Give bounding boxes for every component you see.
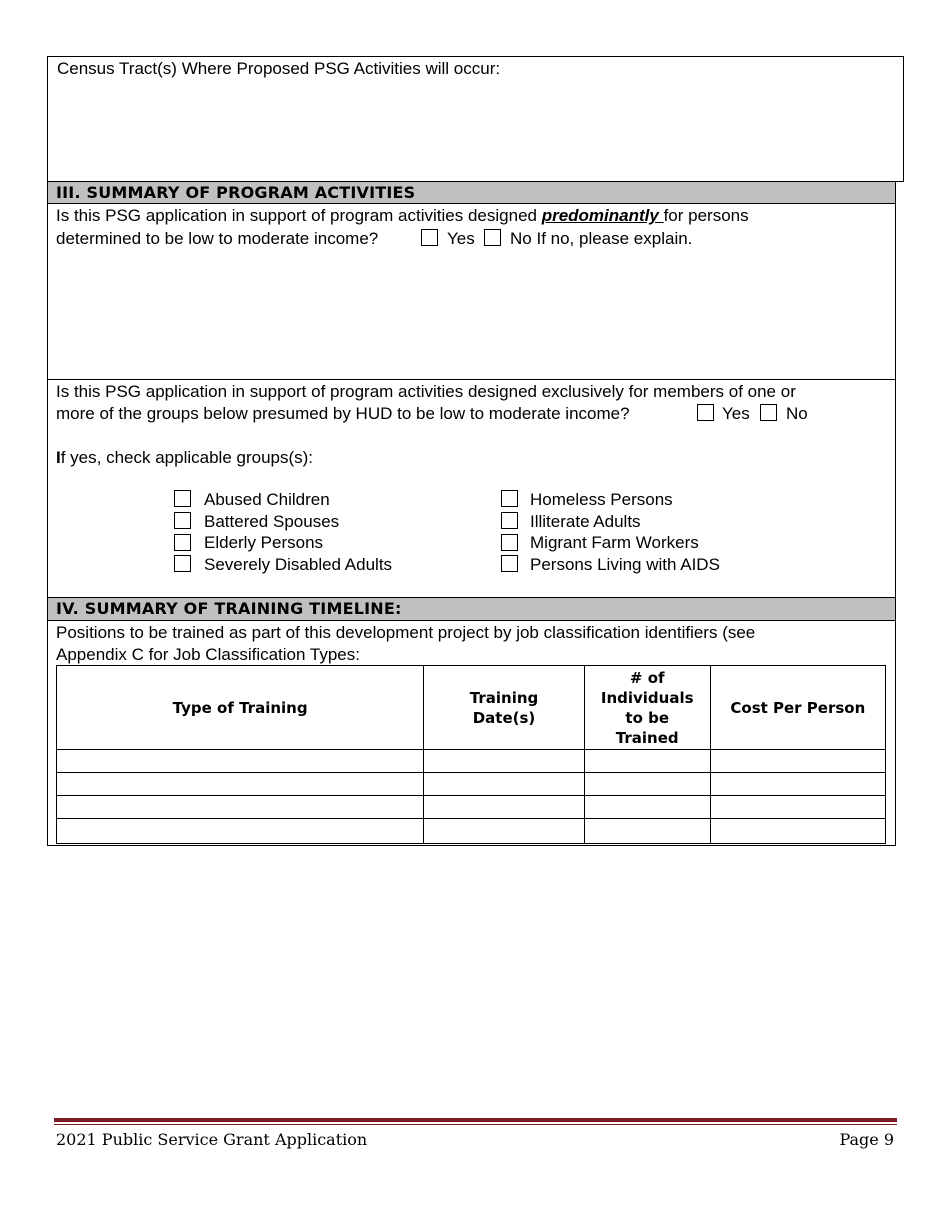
groups-prompt: If yes, check applicable groups(s): — [56, 448, 314, 467]
group-label: Battered Spouses — [204, 512, 340, 531]
table-cell[interactable] — [584, 819, 710, 844]
group-checkbox-elderly-persons[interactable] — [174, 534, 191, 551]
q2-line1: Is this PSG application in support of program activities designed exclusively for members of one or — [56, 382, 796, 401]
training-table — [56, 665, 886, 844]
group-checkbox-persons-living-with-aids[interactable] — [501, 555, 518, 572]
q1-yes-label: Yes — [447, 229, 475, 248]
table-cell[interactable] — [424, 796, 585, 819]
table-cell[interactable] — [710, 819, 885, 844]
group-checkbox-illiterate-adults[interactable] — [501, 512, 518, 529]
group-checkbox-abused-children[interactable] — [174, 490, 191, 507]
table-row — [57, 773, 886, 796]
q2-no-checkbox[interactable] — [760, 404, 777, 421]
q2-line2: more of the groups below presumed by HUD to be low to moderate income? — [56, 404, 630, 423]
footer-title: 2021 Public Service Grant Application — [56, 1130, 368, 1149]
section-4-heading: IV. SUMMARY OF TRAINING TIMELINE: — [47, 597, 896, 621]
table-row — [57, 796, 886, 819]
table-cell[interactable] — [424, 750, 585, 773]
table-cell[interactable] — [584, 773, 710, 796]
table-cell[interactable] — [57, 796, 424, 819]
group-checkbox-migrant-farm-workers[interactable] — [501, 534, 518, 551]
q2-yes-checkbox[interactable] — [697, 404, 714, 421]
q2-no-label: No — [786, 404, 808, 423]
table-cell[interactable] — [584, 750, 710, 773]
footer-rule-thin — [54, 1124, 897, 1125]
group-label: Elderly Persons — [204, 533, 324, 552]
table-cell[interactable] — [57, 819, 424, 844]
section-3-heading: III. SUMMARY OF PROGRAM ACTIVITIES — [47, 181, 896, 204]
q2-yes-label: Yes — [722, 404, 750, 423]
col-type-of-training: Type of Training — [57, 666, 424, 750]
group-checkbox-battered-spouses[interactable] — [174, 512, 191, 529]
table-cell[interactable] — [710, 750, 885, 773]
table-cell[interactable] — [710, 773, 885, 796]
group-label: Abused Children — [204, 490, 330, 509]
table-cell[interactable] — [424, 819, 585, 844]
footer-rule — [54, 1118, 897, 1122]
q1-line1: Is this PSG application in support of program activities designed predominantly for persons — [56, 206, 749, 225]
table-row — [57, 819, 886, 844]
table-cell[interactable] — [710, 796, 885, 819]
group-label: Persons Living with AIDS — [530, 555, 720, 574]
q1-line2: determined to be low to moderate income? — [56, 229, 379, 248]
group-checkbox-homeless-persons[interactable] — [501, 490, 518, 507]
group-label: Migrant Farm Workers — [530, 533, 699, 552]
census-tract-label: Census Tract(s) Where Proposed PSG Activities will occur: — [57, 59, 501, 78]
table-row — [57, 750, 886, 773]
q1-yes-checkbox[interactable] — [421, 229, 438, 246]
q1-no-label: No If no, please explain. — [510, 229, 693, 248]
table-cell[interactable] — [584, 796, 710, 819]
table-cell[interactable] — [57, 773, 424, 796]
footer-page-number: Page 9 — [839, 1130, 894, 1149]
table-cell[interactable] — [424, 773, 585, 796]
col-individuals: # of Individuals to be Trained — [584, 666, 710, 750]
group-label: Severely Disabled Adults — [204, 555, 393, 574]
group-label: Illiterate Adults — [530, 512, 641, 531]
q1-explanation-area[interactable] — [48, 252, 895, 378]
training-intro-line1: Positions to be trained as part of this development project by job classification identifiers (see — [56, 623, 756, 642]
group-checkbox-severely-disabled-adults[interactable] — [174, 555, 191, 572]
training-intro-line2: Appendix C for Job Classification Types: — [56, 645, 360, 664]
group-label: Homeless Persons — [530, 490, 673, 509]
section-3-divider — [47, 379, 896, 380]
table-cell[interactable] — [57, 750, 424, 773]
col-training-dates: Training Date(s) — [424, 666, 585, 750]
col-cost-per-person: Cost Per Person — [710, 666, 885, 750]
q1-no-checkbox[interactable] — [484, 229, 501, 246]
